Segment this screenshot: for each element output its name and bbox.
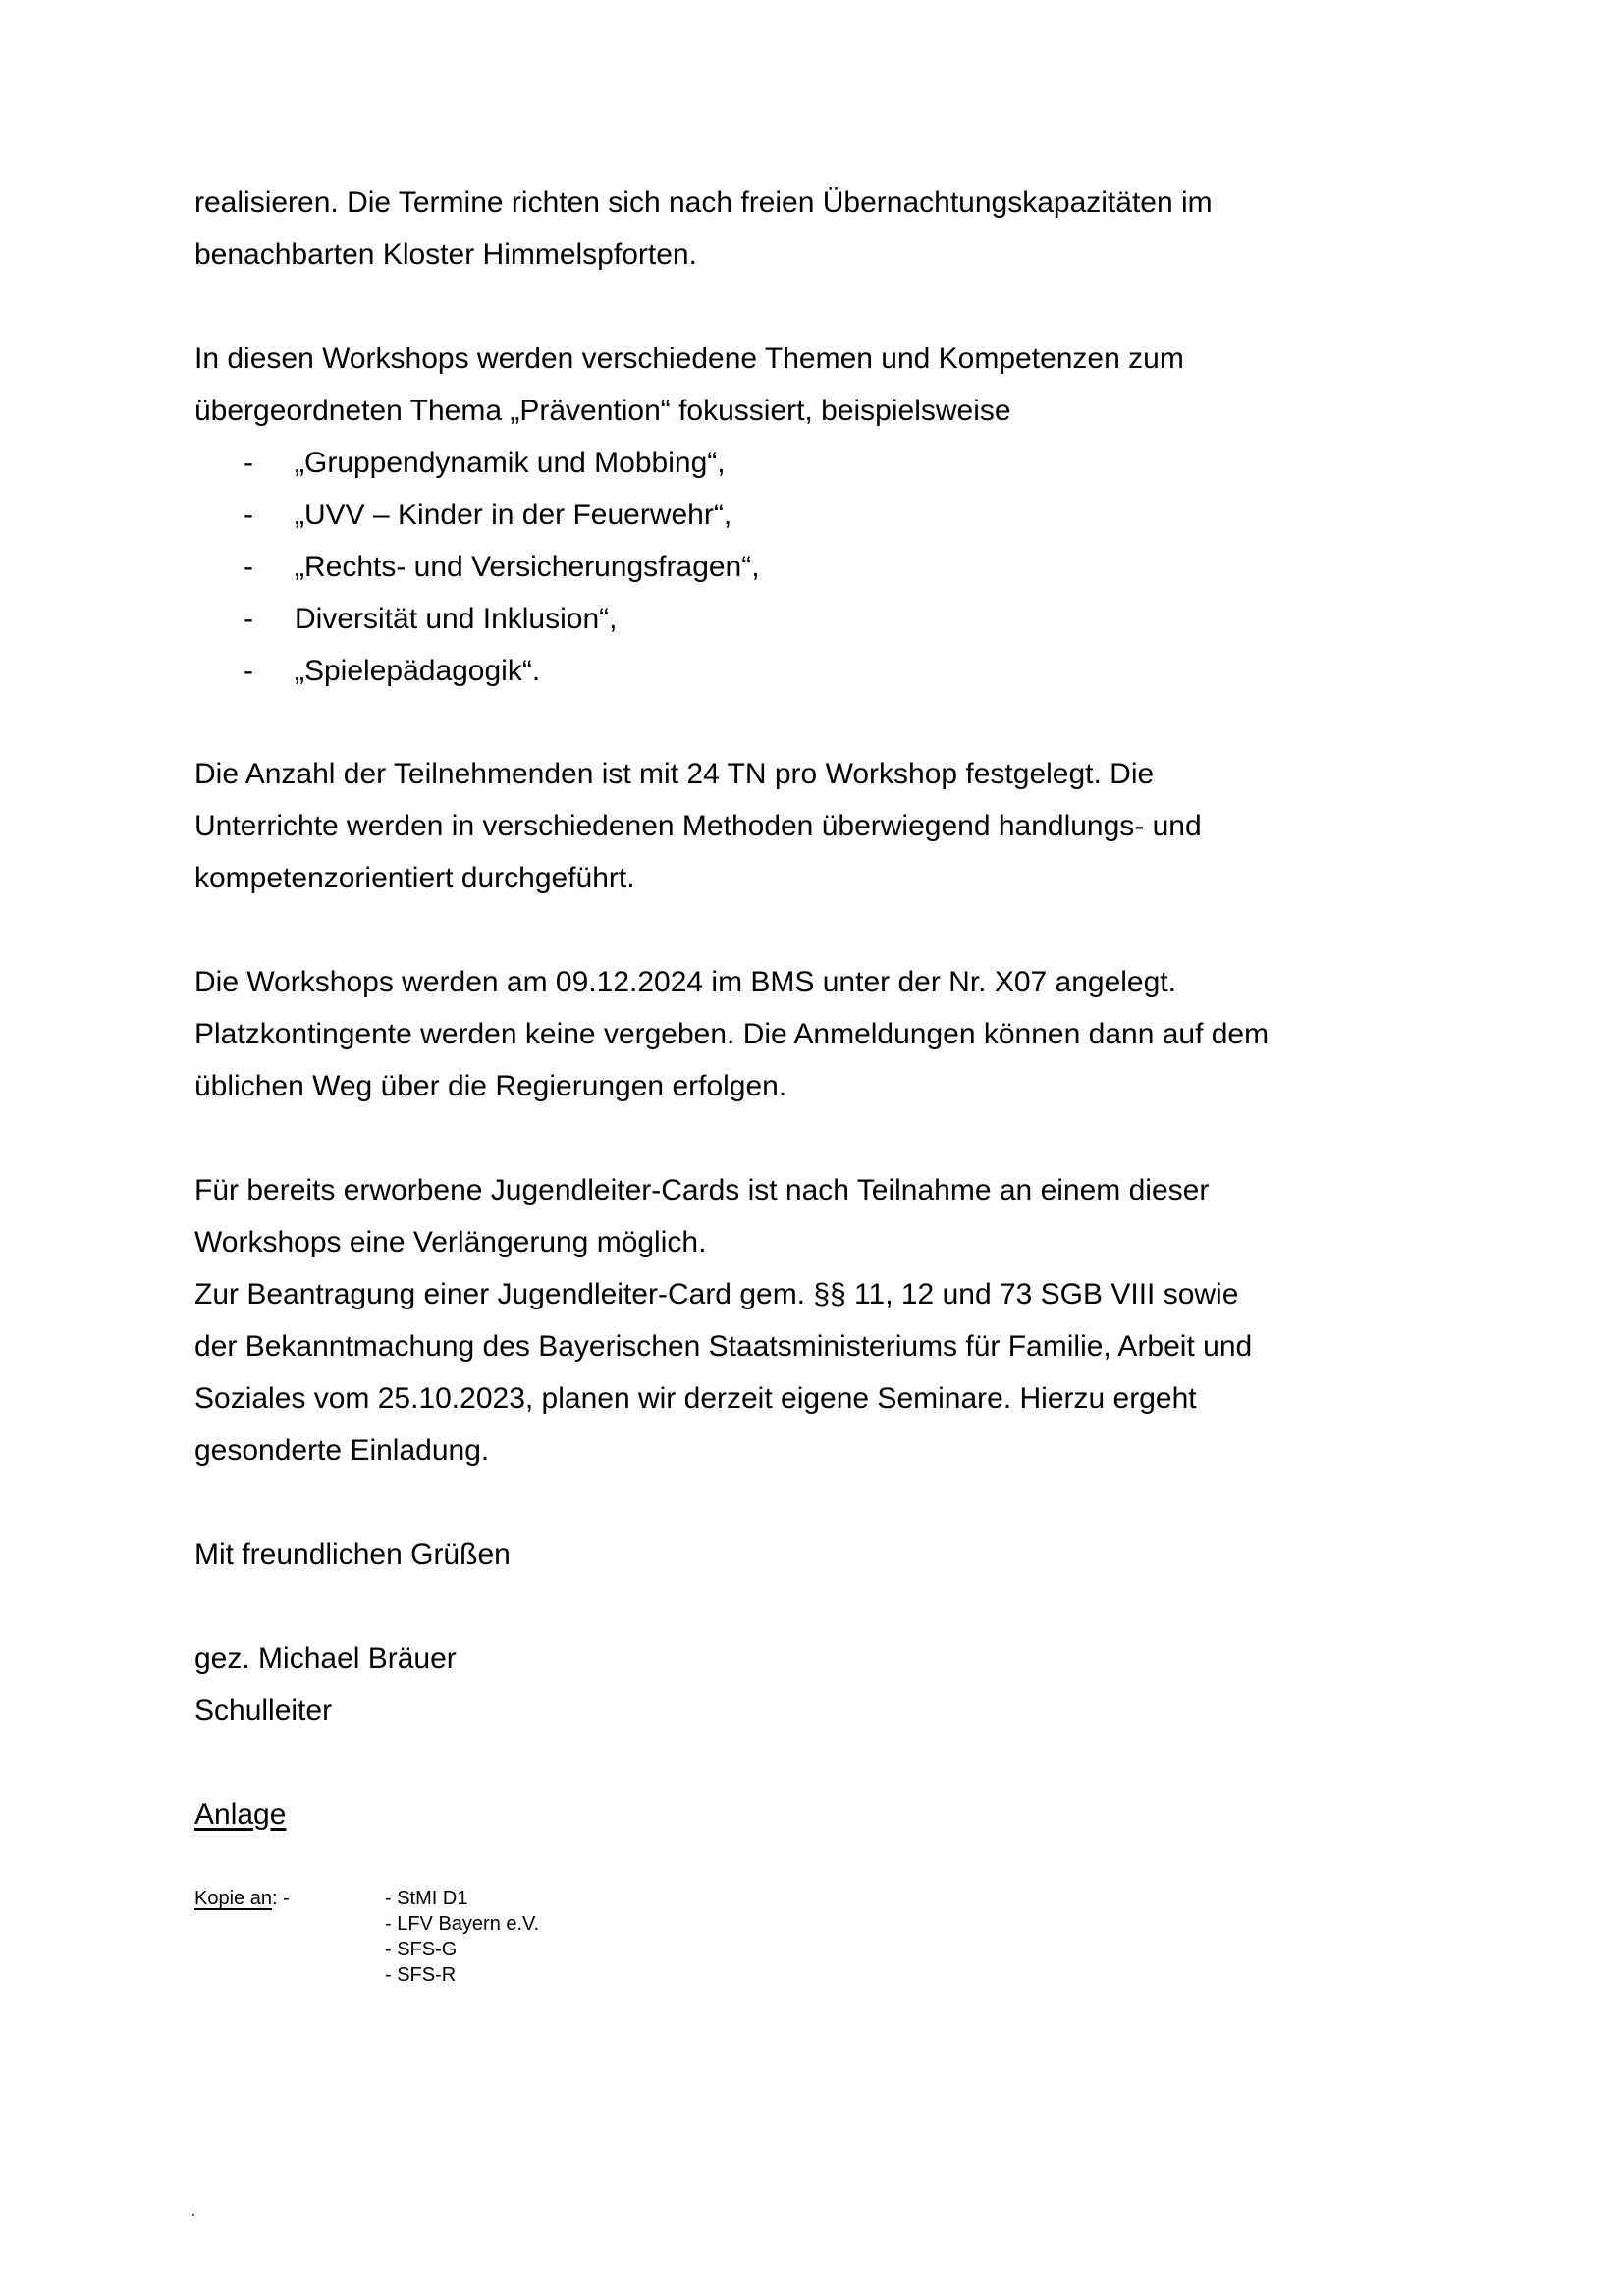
paragraph-jugendleiter-card [194,1164,1373,1476]
signature-block [194,1632,1373,1736]
list-item [194,645,760,697]
list-item [194,593,760,645]
paragraph-accommodation [194,177,1373,281]
list-item-text: „Rechts- und Versicherungsfragen“, [295,551,760,583]
copy-recipient-list [385,1886,539,1988]
text-line: Die Workshops werden am 09.12.2024 im BMS unter der Nr. X07 angelegt. [194,966,1176,998]
attachment-section [194,1789,1373,1841]
text-line: kompetenzorientiert durchgeführt. [194,862,635,894]
copy-label: Kopie an [194,1888,272,1909]
list-marker: - [244,447,253,479]
paragraph-participants [194,748,1373,904]
list-item [194,437,760,489]
text-line: Die Anzahl der Teilnehmenden ist mit 24 TN pro Workshop festgelegt. Die [194,758,1155,790]
text-line: Für bereits erworbene Jugendleiter-Cards ist nach Teilnahme an einem dieser [194,1174,1210,1206]
closing-text: Mit freundlichen Grüßen [194,1538,511,1571]
text-line: benachbarten Kloster Himmelspforten. [194,239,697,271]
list-item-text: Diversität und Inklusion“, [295,603,618,635]
list-item-text: „Spielepädagogik“. [295,655,541,687]
text-line: Workshops eine Verlängerung möglich. [194,1226,707,1258]
list-item-text: „Gruppendynamik und Mobbing“, [295,447,726,479]
text-line: der Bekanntmachung des Bayerischen Staatsministeriums für Familie, Arbeit und [194,1330,1253,1362]
text-line: übergeordneten Thema „Prävention“ fokussiert, beispielsweise [194,395,1011,427]
list-marker: - [244,655,253,687]
copy-label-suffix: : - [271,1888,290,1909]
list-marker: - [244,603,253,635]
copy-recipient: - LFV Bayern e.V. [385,1913,540,1935]
list-marker: - [244,499,253,531]
paragraph-workshop-topics-intro [194,333,1373,437]
list-item-text: „UVV – Kinder in der Feuerwehr“, [295,499,732,531]
text-line: Soziales vom 25.10.2023, planen wir derzeit eigene Seminare. Hierzu ergeht [194,1382,1197,1415]
text-line: Unterrichte werden in verschiedenen Methoden überwiegend handlungs- und [194,810,1202,842]
copy-recipient: - SFS-R [385,1964,457,1986]
signature-name: gez. Michael Bräuer [194,1642,457,1675]
list-item [194,541,760,593]
text-line: realisieren. Die Termine richten sich nach freien Übernachtungskapazitäten im [194,187,1213,219]
text-line: Platzkontingente werden keine vergeben. Die Anmeldungen können dann auf dem [194,1018,1270,1050]
signature-title: Schulleiter [194,1694,333,1727]
text-line: üblichen Weg über die Regierungen erfolgen. [194,1070,787,1102]
text-line: In diesen Workshops werden verschiedene Themen und Kompetenzen zum [194,343,1184,375]
attachment-label: Anlage [194,1798,287,1831]
text-line: Zur Beantragung einer Jugendleiter-Card gem. §§ 11, 12 und 73 SGB VIII sowie [194,1278,1239,1310]
list-item [194,489,760,541]
text-line: gesonderte Einladung. [194,1434,490,1467]
topic-list [194,437,760,697]
list-marker: - [244,551,253,583]
copy-label-group [194,1886,290,1911]
page-mark [192,2214,194,2216]
copy-recipient: - SFS-G [385,1939,458,1960]
copy-recipient: - StMI D1 [385,1888,468,1909]
closing-greeting [194,1528,1373,1580]
paragraph-registration [194,956,1373,1112]
